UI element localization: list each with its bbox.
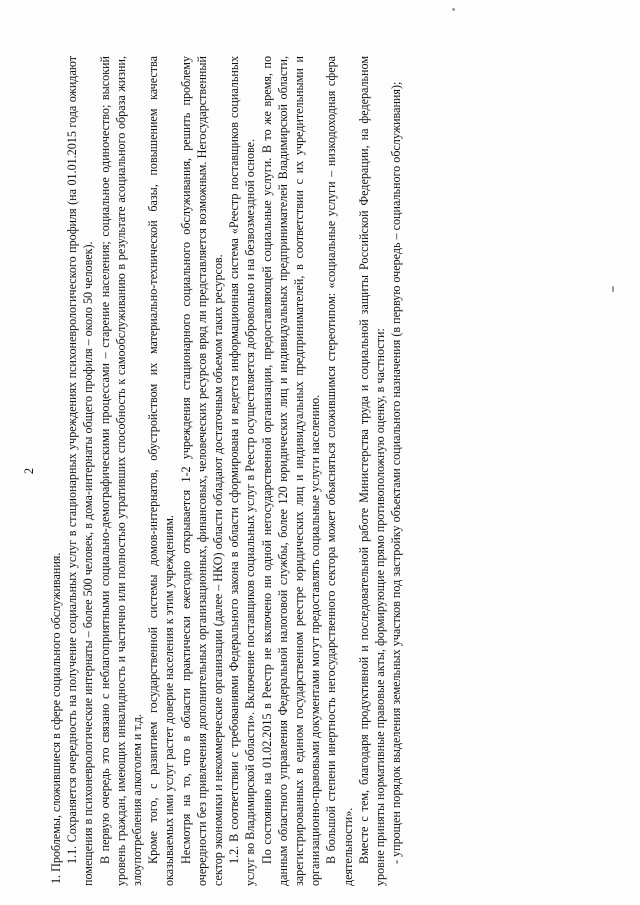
paragraph: Вместе с тем, благодаря продуктивной и последовательной работе Министерства труда и социальной защиты Российской Федерации, на федеральном уровне приняты нормативные правовые акты, формирующие прямо противоположную оценку, в частности: bbox=[356, 56, 388, 886]
scan-speck bbox=[452, 8, 455, 11]
paragraph: В большой степени инертность негосударственного сектора может объясняться сложившимся стереотипом: «социальные услуги – низкодоходная сфера деятельности». bbox=[324, 56, 355, 886]
list-item: - упрощен порядок выделения земельных участков под застройку объектами социального назначения (в первую очередь – социального обслуживания); bbox=[389, 81, 404, 864]
paragraph-1-1: 1.1. Сохраняется очередность на получение социальных услуг в стационарных учреждениях психоневрологического профиля (на 01.01.2015 года ожидают помещения в психоневрологические интернаты – более 500 человек, в дома-интернаты общего профиля – около 50 человек). bbox=[65, 56, 96, 886]
section-heading: 1. Проблемы, сложившиеся в сфере социального обслуживания. bbox=[49, 552, 63, 884]
rotated-text-frame bbox=[22, 56, 610, 886]
scan-speck bbox=[612, 286, 614, 292]
document-body bbox=[48, 56, 404, 886]
paragraph-1-2: 1.2. В соответствии с требованиями Федерального закона в области сформирована и ведется информационная система «Реестр поставщиков социальных услуг во Владимирской области». Включение поставщиков социальных услуг в Реестр осуществляется добровольно и на безвозмездной основе. bbox=[227, 56, 258, 886]
paragraph: Несмотря на то, что в области практически ежегодно открывается 1-2 учреждения стационарного социального обслуживания, решить проблему очередности без привлечения дополнительных организационных, финансовых, человеческих ресурсов вряд ли представляется возможным. Негосударственный сектор экономики и некоммерческие организации (далее – НКО) области обладают достаточным объемом таких ресурсов. bbox=[178, 56, 226, 886]
page-number: 2 bbox=[22, 467, 36, 475]
paragraph: В первую очередь это связано с неблагоприятными социально-демографическими процессами – старение населения; социальное одиночество; высокий уровень граждан, имеющих инвалидность и частично или полностью утративших способность к самообслуживанию в результате асоциального образа жизни, злоупотребления алкоголем и т.д. bbox=[97, 56, 145, 886]
paragraph: Кроме того, с развитием государственной системы домов-интернатов, обустройством их материально-технической базы, повышением качества оказываемых ими услуг растет доверие населения к этим учреждениям. bbox=[146, 56, 177, 886]
paragraph: По состоянию на 01.02.2015 в Реестр не включено ни одной негосударственной организации, предоставляющей социальные услуги. В то же время, по данным областного управления Федеральной налоговой службы, более 120 юридических лиц и индивидуальных предпринимателей Владимирской области, зарегистрированных в едином государственном реестре юридических лиц и индивидуальных предпринимателей, в соответствии с их учредительными и организационно-правовыми документами могут предоставлять социальные услуги населению. bbox=[259, 56, 323, 886]
